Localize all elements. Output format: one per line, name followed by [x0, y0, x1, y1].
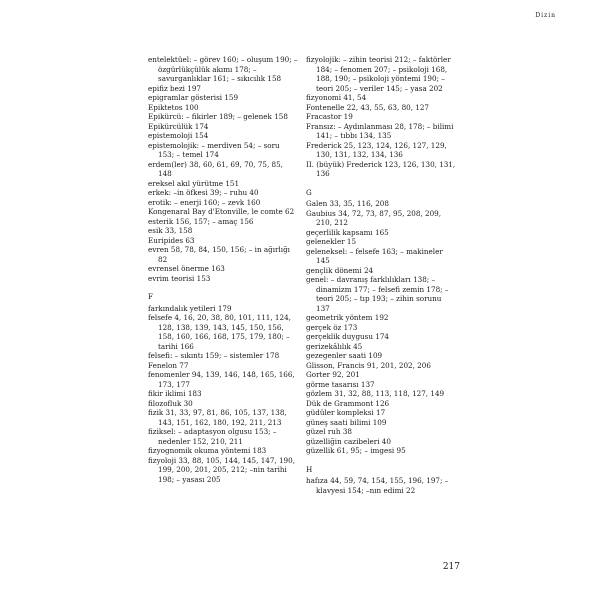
- page-number: 217: [442, 562, 460, 572]
- index-entry: güneş saati bilimi 109: [306, 417, 387, 427]
- index-entry: geometrik yöntem 192: [306, 313, 389, 322]
- index-entry: ereksel akıl yürütme 151: [148, 178, 240, 188]
- index-entry: fizyognomik okuma yöntemi 183: [148, 446, 267, 455]
- index-entry: fizyonomi 41, 54: [306, 93, 367, 102]
- index-column-left: [148, 55, 298, 484]
- index-entry: güzelliğin cazibeleri 40: [306, 436, 391, 446]
- index-entry: gerizekâlılık 45: [306, 341, 363, 351]
- index-entry: filozofluk 30: [148, 398, 193, 408]
- index-entry: entelektüel: – görev 160; – oluşum 190; – özgürlükçülük akımı 178; – savurganlıklar 161; – sıkıcılık 158: [148, 55, 298, 83]
- index-letter-heading: F: [148, 292, 153, 301]
- index-entry: epigramlar gösterisi 159: [148, 93, 239, 102]
- index-entry: Gaubius 34, 72, 73, 87, 95, 208, 209, 210, 212: [306, 208, 442, 227]
- index-entry: güzellik 61, 95; – imgesi 95: [306, 446, 406, 455]
- index-entry: evrensel önerme 163: [148, 264, 225, 273]
- index-entry: gözlem 31, 32, 88, 113, 118, 127, 149: [306, 389, 445, 398]
- index-entry: esik 33, 158: [148, 226, 193, 235]
- index-entry: epistemolojik: – merdiven 54; – soru 153; – temel 174: [148, 140, 280, 159]
- index-entry: görme tasarısı 137: [306, 379, 375, 389]
- index-entry: geçerlilik kapsamı 165: [306, 227, 389, 237]
- index-entry: genel: – davranış farklılıkları 138; – dinamizm 177; – felsefi zemin 178; – teori 205; – tıp 193; – zihin sorunu 137: [306, 275, 449, 313]
- index-entry: Dük de Grammont 126: [306, 398, 390, 408]
- index-entry: fiziksel: – adaptasyon olgusu 153; – nedenler 152, 210, 211: [148, 427, 277, 446]
- index-entry: güdüler kompleksi 17: [306, 408, 386, 417]
- index-entry: Gorter 92, 201: [306, 370, 360, 379]
- index-entry: güzel ruh 38: [306, 427, 352, 436]
- index-entry: Fracastor 19: [306, 112, 353, 121]
- index-entry: II. (büyük) Frederick 123, 126, 130, 131, 136: [306, 159, 456, 178]
- index-entry: Epikürcü: – fikirler 189; – gelenek 158: [148, 112, 288, 121]
- index-entry: Fransız: – Aydınlanması 28, 178; – bilimi 141; – tıbbı 134, 135: [306, 121, 454, 140]
- index-entry: Glisson, Francis 91, 201, 202, 206: [306, 360, 431, 370]
- index-entry: gençlik dönemi 24: [306, 265, 374, 275]
- index-entry: gezegenler saati 109: [306, 351, 383, 360]
- index-entry: Epikürcülük 174: [148, 121, 209, 131]
- index-letter-heading: H: [306, 464, 313, 474]
- index-entry: gerçeklik duygusu 174: [306, 332, 390, 341]
- index-entry: Frederick 25, 123, 124, 126, 127, 129, 130, 131, 132, 134, 136: [306, 140, 447, 159]
- index-letter-heading: G: [306, 187, 312, 197]
- index-entry: evrim teorisi 153: [148, 273, 211, 283]
- index-column-right: [306, 55, 456, 495]
- index-entry: farkındalık yetileri 179: [148, 303, 232, 313]
- index-entry: esterik 156, 157; – amaç 156: [148, 216, 254, 226]
- index-entry: fikir iklimi 183: [148, 389, 202, 398]
- index-entry: Fontenelle 22, 43, 55, 63, 80, 127: [306, 102, 430, 112]
- index-entry: fizik 31, 33, 97, 81, 86, 105, 137, 138, 143, 151, 162, 180, 192, 211, 213: [148, 408, 287, 427]
- index-entry: Euripides 63: [148, 235, 195, 245]
- index-entry: evren 58, 78, 84, 150, 156; – in ağırlığı 82: [148, 245, 290, 264]
- index-entry: erotik: – enerji 160; – zevk 160: [148, 197, 261, 207]
- index-entry: Kongenaral Bay d'Etonville, le comte 62: [148, 207, 295, 216]
- index-entry: gerçek öz 173: [306, 322, 358, 332]
- index-entry: Fenelon 77: [148, 360, 189, 370]
- index-entry: fizyoloji 33, 88, 105, 144, 145, 147, 190, 199, 200, 201, 205, 212; –nin tarihi 198; – yasası 205: [148, 455, 295, 484]
- index-entry: Galen 33, 35, 116, 208: [306, 199, 389, 208]
- index-entry: fizyolojik: – zihin teorisi 212; – faktörler 184; – fenomen 207; – psikoloji 168, 188, 190; – psikoloji yöntemi 190; – teori 205; – veriler 145; – yasa 202: [306, 55, 451, 93]
- index-entry: geleneksel: – felsefe 163; – makineler 145: [306, 246, 443, 265]
- index-entry: felsefe 4, 16, 20, 38, 80, 101, 111, 124, 128, 138, 139, 143, 145, 150, 156, 158, 160, 166, 168, 175, 179, 180; – tarihi 166: [148, 313, 291, 351]
- index-entry: epifiz bezi 197: [148, 83, 201, 93]
- index-entry: gelenekler 15: [306, 237, 357, 246]
- index-entry: epistemoloji 154: [148, 131, 209, 140]
- index-entry: hafıza 44, 59, 74, 154, 155, 196, 197; – klavyesi 154; –nın edimi 22: [306, 476, 449, 495]
- index-entry: erdem(ler) 38, 60, 61, 69, 70, 75, 85, 148: [148, 159, 283, 178]
- index-entry: Epiktetos 100: [148, 102, 199, 112]
- index-entry: erkek: –in öfkesi 39; – ruhu 40: [148, 188, 259, 197]
- running-head: Dizin: [535, 12, 556, 19]
- index-entry: felsefi: – sıkıntı 159; – sistemler 178: [148, 351, 280, 360]
- index-entry: fenomenler 94, 139, 146, 148, 165, 166, 173, 177: [148, 370, 295, 389]
